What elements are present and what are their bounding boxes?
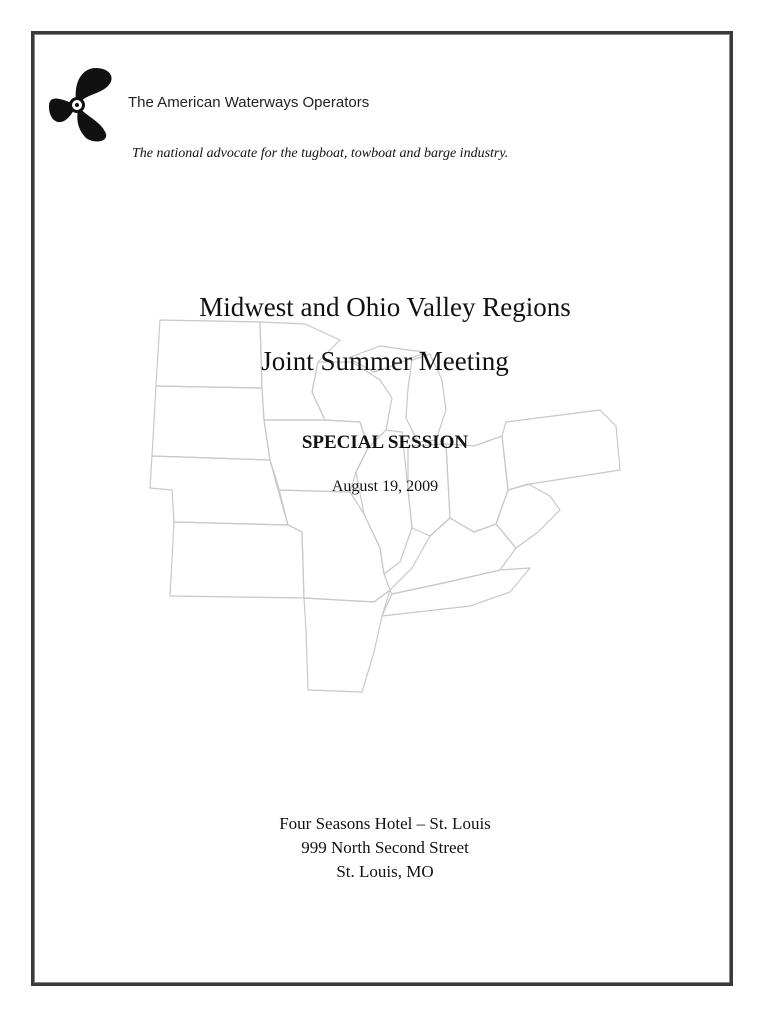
venue-city: St. Louis, MO (336, 862, 434, 881)
venue-name: Four Seasons Hotel – St. Louis (279, 814, 491, 833)
session-heading: SPECIAL SESSION (301, 432, 469, 453)
venue-block (0, 812, 770, 884)
organization-name: The American Waterways Operators (128, 94, 370, 111)
venue-street: 999 North Second Street (301, 838, 469, 857)
meeting-date: August 19, 2009 (331, 478, 439, 495)
tagline: The national advocate for the tugboat, towboat and barge industry. (132, 146, 509, 161)
title-line-2: Joint Summer Meeting (261, 346, 509, 376)
propeller-icon (46, 64, 124, 144)
title-line-1: Midwest and Ohio Valley Regions (199, 292, 571, 322)
